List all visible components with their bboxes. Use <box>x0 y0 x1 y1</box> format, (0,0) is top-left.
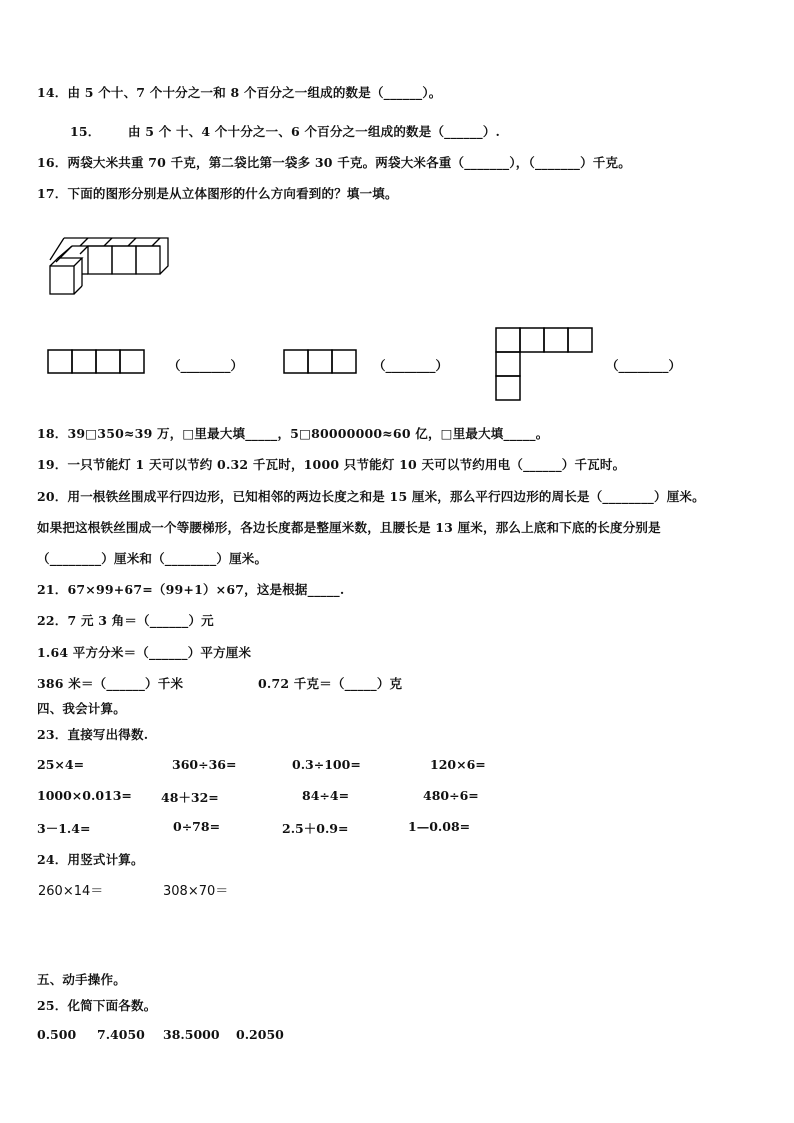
q20-line-2: 如果把这根铁丝围成一个等腰梯形，各边长度都是整厘米数，且腰长是 13 厘米，那么上底和下底的长度分别是 <box>37 520 661 535</box>
q16: 16．两袋大米共重 70 千克，第二袋比第一袋多 30 千克。两袋大米各重（_______），（_______）千克。 <box>37 155 631 170</box>
q15-text: 由 5 个 十、4 个十分之一、6 个百分之一组成的数是（______）. <box>128 124 501 139</box>
q25-item-1: 0.500 <box>37 1027 77 1042</box>
calc-r2c4: 480÷6= <box>423 788 479 803</box>
calc-r3c3: 2.5＋0.9= <box>282 821 349 836</box>
q22-line-3a: 386 米＝（______）千米 <box>37 676 184 691</box>
view-figure-2 <box>283 349 361 375</box>
q25-item-4: 0.2050 <box>236 1027 284 1042</box>
q14: 14．由 5 个十、7 个十分之一和 8 个百分之一组成的数是（______）。 <box>37 85 442 100</box>
q24: 24．用竖式计算。 <box>37 852 144 867</box>
q22-line-1: 22．7 元 3 角＝（______）元 <box>37 613 214 628</box>
q17-blank-1[interactable]: （________） <box>168 358 244 373</box>
q25-item-3: 38.5000 <box>163 1027 220 1042</box>
section-4-title: 四、我会计算。 <box>37 701 126 716</box>
q23: 23．直接写出得数. <box>37 727 149 742</box>
q17: 17．下面的图形分别是从立体图形的什么方向看到的？填一填。 <box>37 186 398 201</box>
q21: 21．67×99+67=（99+1）×67，这是根据_____. <box>37 582 345 597</box>
calc-r3c2: 0÷78= <box>173 819 221 834</box>
calc-r1c3: 0.3÷100= <box>292 757 361 772</box>
calc-r3c1: 3－1.4= <box>37 821 91 836</box>
calc-r1c1: 25×4= <box>37 757 85 772</box>
calc-r2c1: 1000×0.013= <box>37 788 132 803</box>
section-5-title: 五、动手操作。 <box>37 972 126 987</box>
view-figure-1 <box>47 349 149 375</box>
calc-r1c2: 360÷36= <box>172 757 237 772</box>
q25-item-2: 7.4050 <box>97 1027 145 1042</box>
calc-r2c3: 84÷4= <box>302 788 350 803</box>
q22-line-2: 1.64 平方分米＝（______）平方厘米 <box>37 645 252 660</box>
q19: 19．一只节能灯 1 天可以节约 0.32 千瓦时，1000 只节能灯 10 天可以节约用电（______）千瓦时。 <box>37 457 626 472</box>
q25: 25．化简下面各数。 <box>37 998 157 1013</box>
q22-line-3b: 0.72 千克＝（_____）克 <box>258 676 403 691</box>
q15-number: 15． <box>70 124 101 139</box>
q24-item-2: 308×70＝ <box>163 884 229 899</box>
calc-r1c4: 120×6= <box>430 757 486 772</box>
q17-blank-2[interactable]: （________） <box>373 358 449 373</box>
q20-line-3: （________）厘米和（________）厘米。 <box>37 551 268 566</box>
q18: 18．39□350≈39 万，□里最大填_____，5□80000000≈60 亿，□里最大填_____。 <box>37 426 549 441</box>
view-figure-3 <box>494 326 596 404</box>
q17-blank-3[interactable]: （________） <box>606 358 682 373</box>
calc-r3c4: 1—0.08= <box>408 819 471 834</box>
cube-figure <box>44 234 174 298</box>
q24-item-1: 260×14＝ <box>38 884 104 899</box>
q20-line-1: 20．用一根铁丝围成平行四边形，已知相邻的两边长度之和是 15 厘米，那么平行四边形的周长是（________）厘米。 <box>37 489 705 504</box>
calc-r2c2: 48＋32= <box>161 790 219 805</box>
